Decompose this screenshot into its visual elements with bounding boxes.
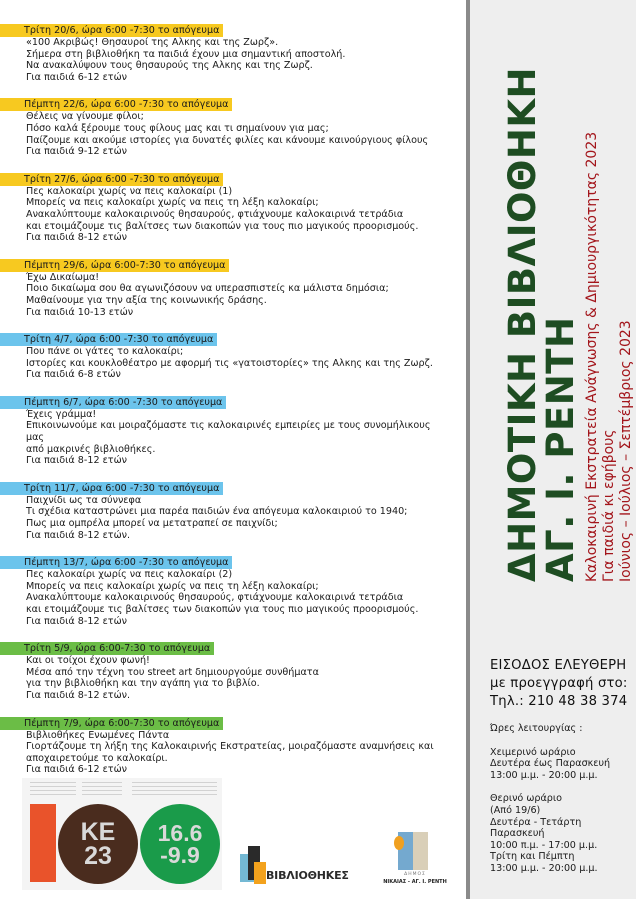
hours-line: Δευτέρα - Τετάρτη xyxy=(490,816,582,828)
event-age-group: Για παιδιά 10-13 ετών xyxy=(26,306,134,318)
event-description-line: Μπορείς να πεις καλοκαίρι χωρίς να πεις τη λέξη καλοκαίρι; xyxy=(26,580,319,592)
dates-circle xyxy=(140,804,220,884)
hours-line: 13:00 μ.μ. - 20:00 μ.μ. xyxy=(490,862,598,874)
library-location: ΑΓ. Ι. ΡΕΝΤΗ xyxy=(539,316,582,582)
libraries-logo-text: ΒΙΒΛΙΟΘΗΚΕΣ xyxy=(266,869,349,882)
event-description-line: Βιβλιοθήκες Ενωμένες Πάντα xyxy=(26,729,170,741)
event-date-header: Τρίτη 11/7, ώρα 6:00 -7:30 το απόγευμα xyxy=(0,482,223,495)
event-item xyxy=(0,327,462,381)
event-item xyxy=(0,550,462,627)
libraries-logo xyxy=(240,846,349,886)
event-description-line: και ετοιμάζουμε τις βαλίτσες των διακοπών για τους πιο μαγικούς προορισμούς. xyxy=(26,604,419,615)
event-description-line: Έχω Δικαίωμα! xyxy=(26,271,100,283)
hours-heading: Ώρες λειτουργίας : xyxy=(490,723,583,734)
event-description-line: Ανακαλύπτουμε καλοκαιρινούς θησαυρούς, φτιάχνουμε καλοκαιρινά τετράδια xyxy=(26,592,404,604)
event-item xyxy=(0,253,462,318)
contact-info xyxy=(490,657,636,875)
event-description-line: Μπορείς να πεις καλοκαίρι χωρίς να πεις τη λέξη καλοκαίρι; xyxy=(26,197,319,209)
event-description-line: Ιστορίες και κουκλοθέατρο με αφορμή τις «γατοιστορίες» της Αλκης και της Ζωρζ. xyxy=(26,357,433,369)
event-description-line: «100 Ακριβώς! Θησαυροί της Αλκης και της Ζωρζ». xyxy=(26,37,279,48)
event-description-line: Μέσα από την τέχνη του street art δημιουργούμε συνθήματα xyxy=(26,666,319,678)
municipality-label: ΔΗΜΟΣ xyxy=(404,872,426,877)
event-description-line: Σήμερα στη βιβλιοθήκη τα παιδιά έχουν μια σημαντική αποστολή. xyxy=(26,48,346,60)
event-description-line: Παιχνίδι ως τα σύννεφα xyxy=(26,494,142,506)
hours-line: 10:00 π.μ. - 17:00 μ.μ. xyxy=(490,839,598,851)
event-age-group: Για παιδιά 6-12 ετών xyxy=(26,764,127,776)
summer-hours xyxy=(490,793,636,874)
event-description-line: για την βιβλιοθήκη και την αγάπη για το βιβλίο. xyxy=(26,678,260,690)
event-description-line: Να ανακαλύψουν τους θησαυρούς της Αλκης και της Ζωρζ. xyxy=(26,60,313,72)
event-description-line: Πως μια ομπρέλα μπορεί να μετατραπεί σε παιχνίδι; xyxy=(26,518,278,530)
hours-line: Δευτέρα έως Παρασκευή xyxy=(490,758,611,770)
hours-line: 13:00 μ.μ. - 20:00 μ.μ. xyxy=(490,769,598,781)
library-title: ΔΗΜΟΤΙΚΗ ΒΙΒΛΙΟΘΗΚΗ xyxy=(501,67,544,582)
event-description-line: αποχαιρετούμε το καλοκαίρι. xyxy=(26,752,168,764)
info-panel xyxy=(466,0,636,899)
event-age-group: Για παιδιά 6-8 ετών xyxy=(26,369,121,381)
event-date-header: Πέμπτη 22/6, ώρα 6:00 -7:30 το απόγευμα xyxy=(0,98,232,111)
event-date-header: Πέμπτη 29/6, ώρα 6:00-7:30 το απόγευμα xyxy=(0,259,229,272)
event-item xyxy=(0,476,462,541)
period-subtitle: Ιούνιος – Ιούλιος – Σεπτέμβριος 2023 xyxy=(618,320,634,582)
event-item xyxy=(0,167,462,244)
hours-line: Χειμερινό ωράριο xyxy=(490,746,576,758)
municipality-name: ΝΙΚΑΙΑΣ - ΑΓ. Ι. ΡΕΝΤΗ xyxy=(383,879,447,885)
event-item xyxy=(0,92,462,157)
event-description-line: Που πάνε οι γάτες το καλοκαίρι; xyxy=(26,346,184,358)
logos-row xyxy=(0,770,462,899)
phone-number: Τηλ.: 210 48 38 374 xyxy=(490,694,628,709)
event-date-header: Τρίτη 27/6, ώρα 6:00 -7:30 το απόγευμα xyxy=(0,173,223,186)
event-description-line: Πες καλοκαίρι χωρίς να πεις καλοκαίρι (2) xyxy=(26,569,233,581)
event-date-header: Πέμπτη 7/9, ώρα 6:00-7:30 το απόγευμα xyxy=(0,717,223,730)
ke23-circle xyxy=(58,804,138,884)
event-description-line: μας xyxy=(26,432,45,444)
event-description-line: Ανακαλύπτουμε καλοκαιρινούς θησαυρούς, φτιάχνουμε καλοκαιρινά τετράδια xyxy=(26,208,404,220)
event-description-line: Έχεις γράμμα! xyxy=(26,408,97,420)
event-date-header: Τρίτη 5/9, ώρα 6:00-7:30 το απόγευμα xyxy=(0,642,214,655)
hours-line: Τρίτη και Πέμπτη xyxy=(490,851,575,863)
audience-subtitle: Για παιδιά κι εφήβους xyxy=(601,429,617,582)
hours-line: (Από 19/6) xyxy=(490,804,541,816)
event-description-line: Παίζουμε και ακούμε ιστορίες για δυνατές φιλίες και κάνουμε καινούργιους φίλους xyxy=(26,134,429,146)
event-date-header: Τρίτη 20/6, ώρα 6:00 -7:30 το απόγευμα xyxy=(0,24,223,37)
event-item xyxy=(0,390,462,467)
winter-hours xyxy=(490,747,636,782)
event-age-group: Για παιδιά 8-12 ετών xyxy=(26,232,127,244)
event-item xyxy=(0,636,462,701)
event-age-group: Για παιδιά 9-12 ετών xyxy=(26,146,127,158)
event-description-line: Γιορτάζουμε τη λήξη της Καλοκαιρινής Εκστρατείας, μοιραζόμαστε αναμνήσεις και xyxy=(26,741,434,753)
event-description-line: Μαθαίνουμε για την αξία της κοινωνικής δράσης. xyxy=(26,294,267,306)
event-item xyxy=(0,711,462,776)
event-age-group: Για παιδιά 6-12 ετών xyxy=(26,71,127,83)
event-age-group: Για παιδιά 8-12 ετών xyxy=(26,455,127,467)
registration-note: με προεγγραφή στο: xyxy=(490,676,628,691)
event-description-line: Και οι τοίχοι έχουν φωνή! xyxy=(26,655,150,667)
dates-text: 16.6 -9.9 xyxy=(157,820,203,868)
event-description-line: Τι σχέδια καταστρώνει μια παρέα παιδιών ένα απόγευμα καλοκαιριού το 1940; xyxy=(26,506,408,518)
event-description-line: Ποιο δικαίωμα σου θα αγωνιζόσουν να υπερασπιστείς κα μάλιστα δημόσια; xyxy=(26,283,389,295)
event-age-group: Για παιδιά 8-12 ετών. xyxy=(26,529,131,541)
rotated-title-block xyxy=(501,22,635,582)
event-description-line: από μακρινές βιβλιοθήκες. xyxy=(26,443,156,455)
orange-bar-shape xyxy=(30,804,56,882)
event-date-header: Τρίτη 4/7, ώρα 6:00 -7:30 το απόγευμα xyxy=(0,333,217,346)
ke23-text: ΚΕ 23 xyxy=(80,818,116,870)
campaign-subtitle: Καλοκαιρινή Εκστρατεία Ανάγνωσης & Δημιουργικότητας 2023 xyxy=(584,131,600,582)
free-entry: ΕΙΣΟΔΟΣ ΕΛΕΥΘΕΡΗ xyxy=(490,658,627,673)
event-description-line: Πόσο καλά ξέρουμε τους φίλους μας και τι σημαίνουν για μας; xyxy=(26,122,329,134)
event-age-group: Για παιδιά 8-12 ετών xyxy=(26,615,127,627)
ke23-campaign-logo xyxy=(22,778,222,890)
event-date-header: Πέμπτη 13/7, ώρα 6:00 -7:30 το απόγευμα xyxy=(0,556,232,569)
events-list xyxy=(0,18,462,785)
event-item xyxy=(0,18,462,83)
event-description-line: Πες καλοκαίρι χωρίς να πεις καλοκαίρι (1) xyxy=(26,185,233,197)
event-description-line: Επικοινωνούμε και μοιραζόμαστε τις καλοκαιρινές εμπειρίες με τους συνομήλικους xyxy=(26,420,431,432)
event-description-line: και ετοιμάζουμε τις βαλίτσες των διακοπών για τους πιο μαγικούς προορισμούς. xyxy=(26,220,419,232)
hours-line: Παρασκευή xyxy=(490,828,545,840)
event-description-line: Θέλεις να γίνουμε φίλοι; xyxy=(26,111,144,123)
event-age-group: Για παιδιά 8-12 ετών. xyxy=(26,689,131,701)
hours-line: Θερινό ωράριο xyxy=(490,793,563,805)
event-date-header: Πέμπτη 6/7, ώρα 6:00 -7:30 το απόγευμα xyxy=(0,396,226,409)
municipality-logo xyxy=(385,832,445,892)
